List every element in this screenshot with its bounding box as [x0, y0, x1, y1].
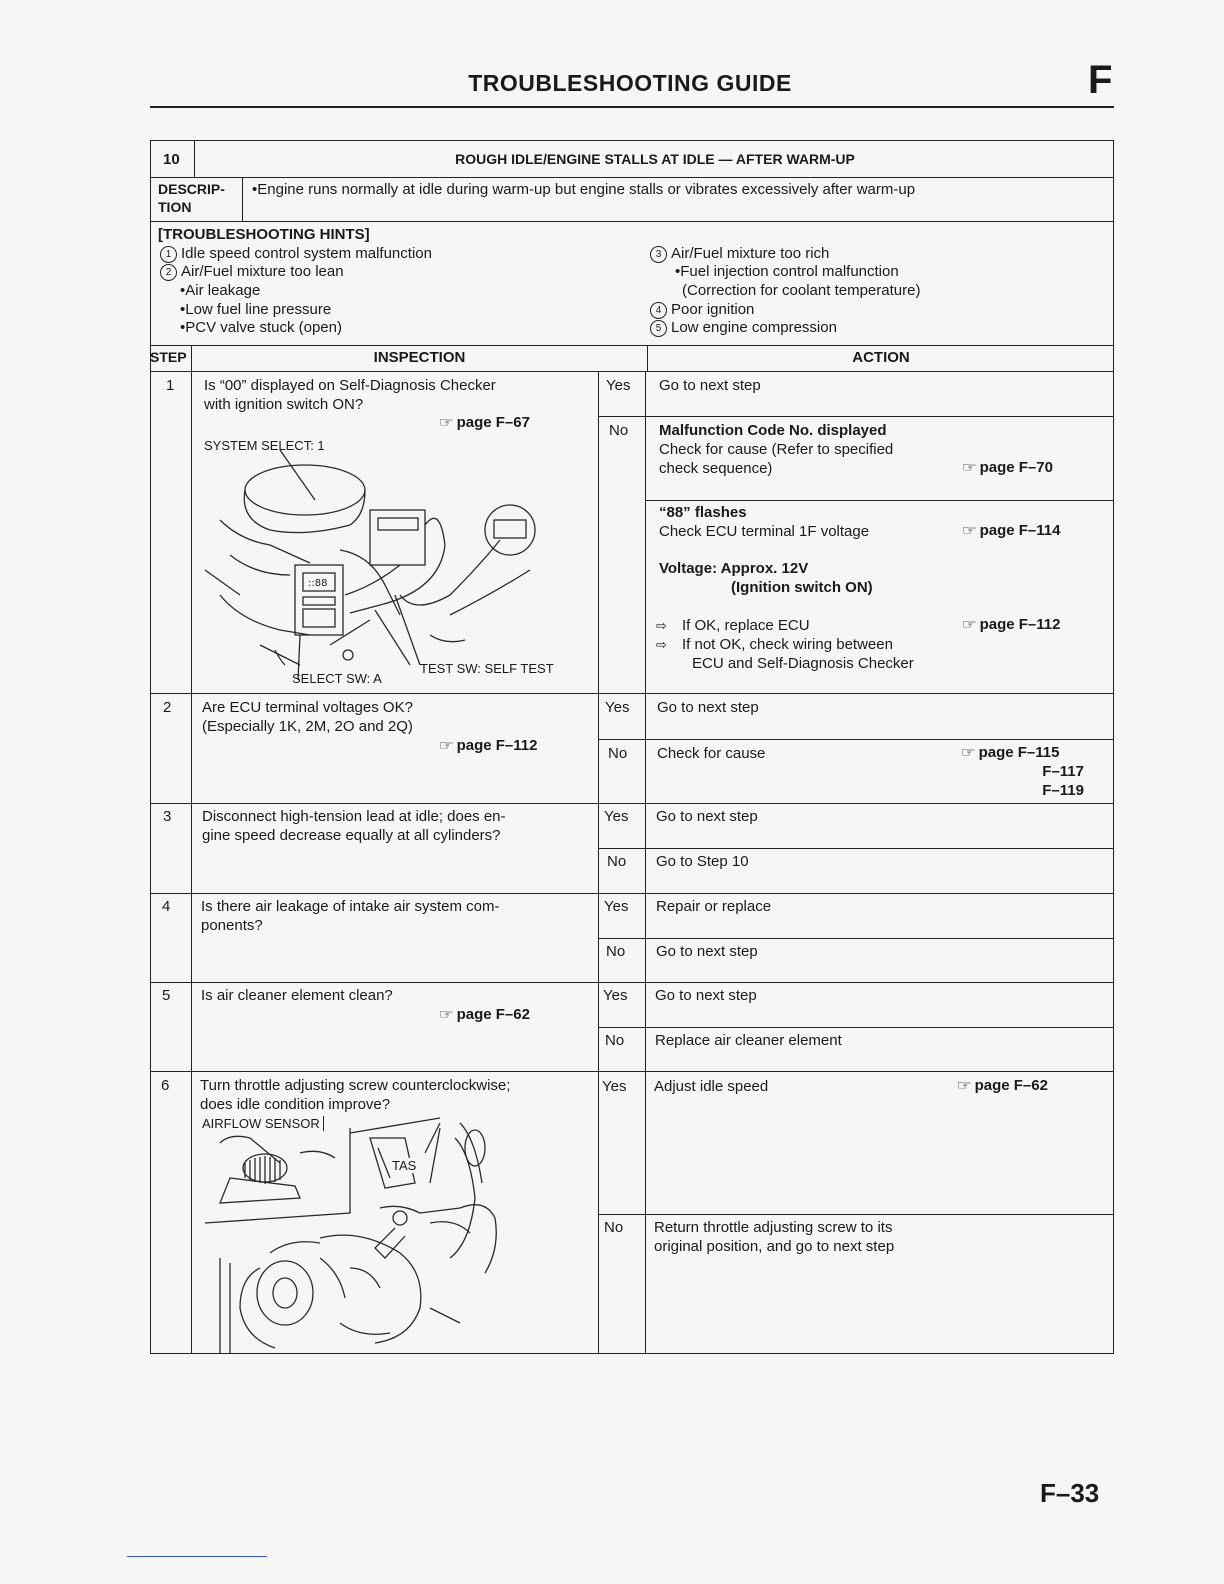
circled-number: 3	[650, 246, 667, 263]
divider	[150, 345, 1114, 346]
pointing-hand-icon: ☞	[960, 744, 976, 760]
inspection-text: Are ECU terminal voltages OK?	[202, 699, 413, 716]
action-text: Go to next step	[656, 943, 758, 960]
divider	[150, 221, 1114, 222]
step-number: 2	[163, 699, 172, 716]
voltage-spec: (Ignition switch ON)	[731, 579, 873, 596]
procedure-number: 10	[163, 151, 180, 168]
divider	[150, 803, 1114, 804]
hint-item: 3 Air/Fuel mixture too rich	[650, 244, 829, 263]
column-header-action: ACTION	[852, 349, 910, 366]
diagram-label: SELECT SW: A	[292, 671, 382, 686]
inspection-text: ponents?	[201, 917, 263, 934]
action-text: ⇨ If OK, replace ECU	[656, 617, 810, 634]
page-header-title: TROUBLESHOOTING GUIDE	[468, 70, 792, 96]
no-label: No	[606, 943, 626, 960]
action-text: Adjust idle speed	[654, 1078, 769, 1095]
inspection-text: Is “00” displayed on Self-Diagnosis Checker	[204, 377, 496, 394]
action-text: Replace air cleaner element	[655, 1032, 842, 1049]
divider	[598, 938, 1114, 939]
hint-item: •Fuel injection control malfunction	[675, 263, 899, 280]
divider	[598, 739, 1114, 740]
divider	[598, 371, 599, 1354]
step-number: 6	[161, 1077, 170, 1094]
footer-link-line[interactable]	[127, 1556, 267, 1557]
pointing-hand-icon: ☞	[961, 616, 977, 632]
divider	[150, 982, 1114, 983]
page-reference-extra: F–119	[1042, 782, 1084, 799]
inspection-text: Turn throttle adjusting screw counterclockwise;	[200, 1077, 511, 1094]
diagram-label: AIRFLOW SENSOR	[202, 1116, 324, 1131]
step-number: 5	[162, 987, 171, 1004]
page-reference: ☞ page F–115	[960, 744, 1060, 761]
circled-number: 2	[160, 264, 177, 281]
checker-connection-diagram	[200, 445, 570, 685]
page-reference: ☞ page F–62	[956, 1077, 1048, 1094]
divider	[150, 893, 1114, 894]
divider	[150, 371, 1114, 372]
yes-label: Yes	[605, 699, 630, 716]
pointing-hand-icon: ☞	[956, 1077, 972, 1093]
inspection-text: Disconnect high-tension lead at idle; does en-	[202, 808, 506, 825]
divider	[647, 345, 648, 372]
page-reference: ☞ page F–62	[438, 1006, 530, 1023]
pointing-hand-icon: ☞	[438, 1006, 454, 1022]
action-text: Go to Step 10	[656, 853, 749, 870]
divider	[150, 177, 1114, 178]
inspection-text: Is air cleaner element clean?	[201, 987, 393, 1004]
hint-item: 4 Poor ignition	[650, 300, 754, 319]
action-text: Check for cause	[657, 745, 766, 762]
pointing-hand-icon: ☞	[961, 459, 977, 475]
divider	[191, 345, 192, 1354]
header-rule	[150, 106, 1114, 108]
action-text: Check for cause (Refer to specified	[659, 441, 894, 458]
step-number: 4	[162, 898, 171, 915]
circled-number: 1	[160, 246, 177, 263]
pointing-hand-icon: ☞	[961, 522, 977, 538]
pointing-hand-icon: ☞	[438, 737, 454, 753]
no-label: No	[604, 1219, 624, 1236]
yes-label: Yes	[603, 987, 628, 1004]
no-label: No	[605, 1032, 625, 1049]
action-text: ECU and Self-Diagnosis Checker	[692, 655, 914, 672]
column-header-step: STEP	[150, 349, 187, 365]
hints-title: [TROUBLESHOOTING HINTS]	[158, 226, 370, 243]
page-reference-extra: F–117	[1042, 763, 1084, 780]
yes-label: Yes	[606, 377, 631, 394]
divider	[645, 500, 1114, 501]
action-text: Go to next step	[657, 699, 759, 716]
action-text: Go to next step	[656, 808, 758, 825]
yes-label: Yes	[604, 808, 629, 825]
action-text: Check ECU terminal 1F voltage	[659, 523, 870, 540]
action-text: check sequence)	[659, 460, 773, 477]
diagram-label: TAS	[392, 1158, 417, 1173]
yes-label: Yes	[604, 898, 629, 915]
divider	[150, 1071, 1114, 1072]
hint-item: 2 Air/Fuel mixture too lean	[160, 262, 344, 281]
hint-item: •PCV valve stuck (open)	[180, 319, 342, 336]
divider	[194, 140, 195, 177]
hint-item: (Correction for coolant temperature)	[682, 282, 921, 299]
no-label: No	[607, 853, 627, 870]
page-reference: ☞ page F–114	[961, 522, 1061, 539]
divider	[150, 693, 1114, 694]
divider	[598, 848, 1114, 849]
page-reference: ☞ page F–112	[961, 616, 1061, 633]
column-header-inspection: INSPECTION	[373, 349, 466, 366]
inspection-text: (Especially 1K, 2M, 2O and 2Q)	[202, 718, 413, 735]
description-label: DESCRIP-	[158, 181, 225, 197]
action-text: ⇨ If not OK, check wiring between	[656, 636, 893, 653]
no-label: No	[609, 422, 629, 439]
action-heading: “88” flashes	[659, 504, 747, 521]
action-text: Go to next step	[659, 377, 761, 394]
divider	[645, 371, 646, 1354]
action-text: Repair or replace	[656, 898, 772, 915]
page-reference: ☞ page F–70	[961, 459, 1053, 476]
divider	[598, 416, 1114, 417]
description-text: •Engine runs normally at idle during warm-up but engine stalls or vibrates excessively after warm-up	[252, 181, 916, 198]
circled-number: 4	[650, 302, 667, 319]
divider	[598, 1027, 1114, 1028]
action-text: Return throttle adjusting screw to its	[654, 1219, 893, 1236]
no-label: No	[608, 745, 628, 762]
inspection-text: with ignition switch ON?	[204, 396, 364, 413]
page-reference: ☞ page F–112	[438, 737, 538, 754]
yes-label: Yes	[602, 1078, 627, 1095]
arrow-right-icon: ⇨	[656, 637, 667, 652]
pointing-hand-icon: ☞	[438, 414, 454, 430]
section-letter: F	[1088, 58, 1113, 102]
divider	[598, 1214, 1114, 1215]
diagram-label: TEST SW: SELF TEST	[420, 661, 554, 676]
hint-item: •Low fuel line pressure	[180, 301, 332, 318]
inspection-text: does idle condition improve?	[200, 1096, 391, 1113]
description-label: TION	[158, 199, 192, 215]
inspection-text: gine speed decrease equally at all cylinders?	[202, 827, 501, 844]
action-text: original position, and go to next step	[654, 1238, 895, 1255]
page-reference: ☞ page F–67	[438, 414, 530, 431]
hint-item: •Air leakage	[180, 282, 261, 299]
hint-item: 1 Idle speed control system malfunction	[160, 244, 432, 263]
page-number: F–33	[1040, 1478, 1100, 1508]
step-number: 1	[166, 377, 175, 394]
svg-text:::88: ::88	[308, 578, 328, 589]
action-text: Go to next step	[655, 987, 757, 1004]
action-heading: Malfunction Code No. displayed	[659, 422, 887, 439]
diagram-label: SYSTEM SELECT: 1	[204, 438, 325, 453]
arrow-right-icon: ⇨	[656, 618, 667, 633]
inspection-text: Is there air leakage of intake air system com-	[201, 898, 500, 915]
hint-item: 5 Low engine compression	[650, 318, 837, 337]
step-number: 3	[163, 808, 172, 825]
divider	[242, 177, 243, 221]
throttle-body-diagram	[200, 1108, 530, 1353]
voltage-spec: Voltage: Approx. 12V	[659, 560, 809, 577]
procedure-title: ROUGH IDLE/ENGINE STALLS AT IDLE — AFTER WARM-UP	[455, 151, 855, 167]
circled-number: 5	[650, 320, 667, 337]
